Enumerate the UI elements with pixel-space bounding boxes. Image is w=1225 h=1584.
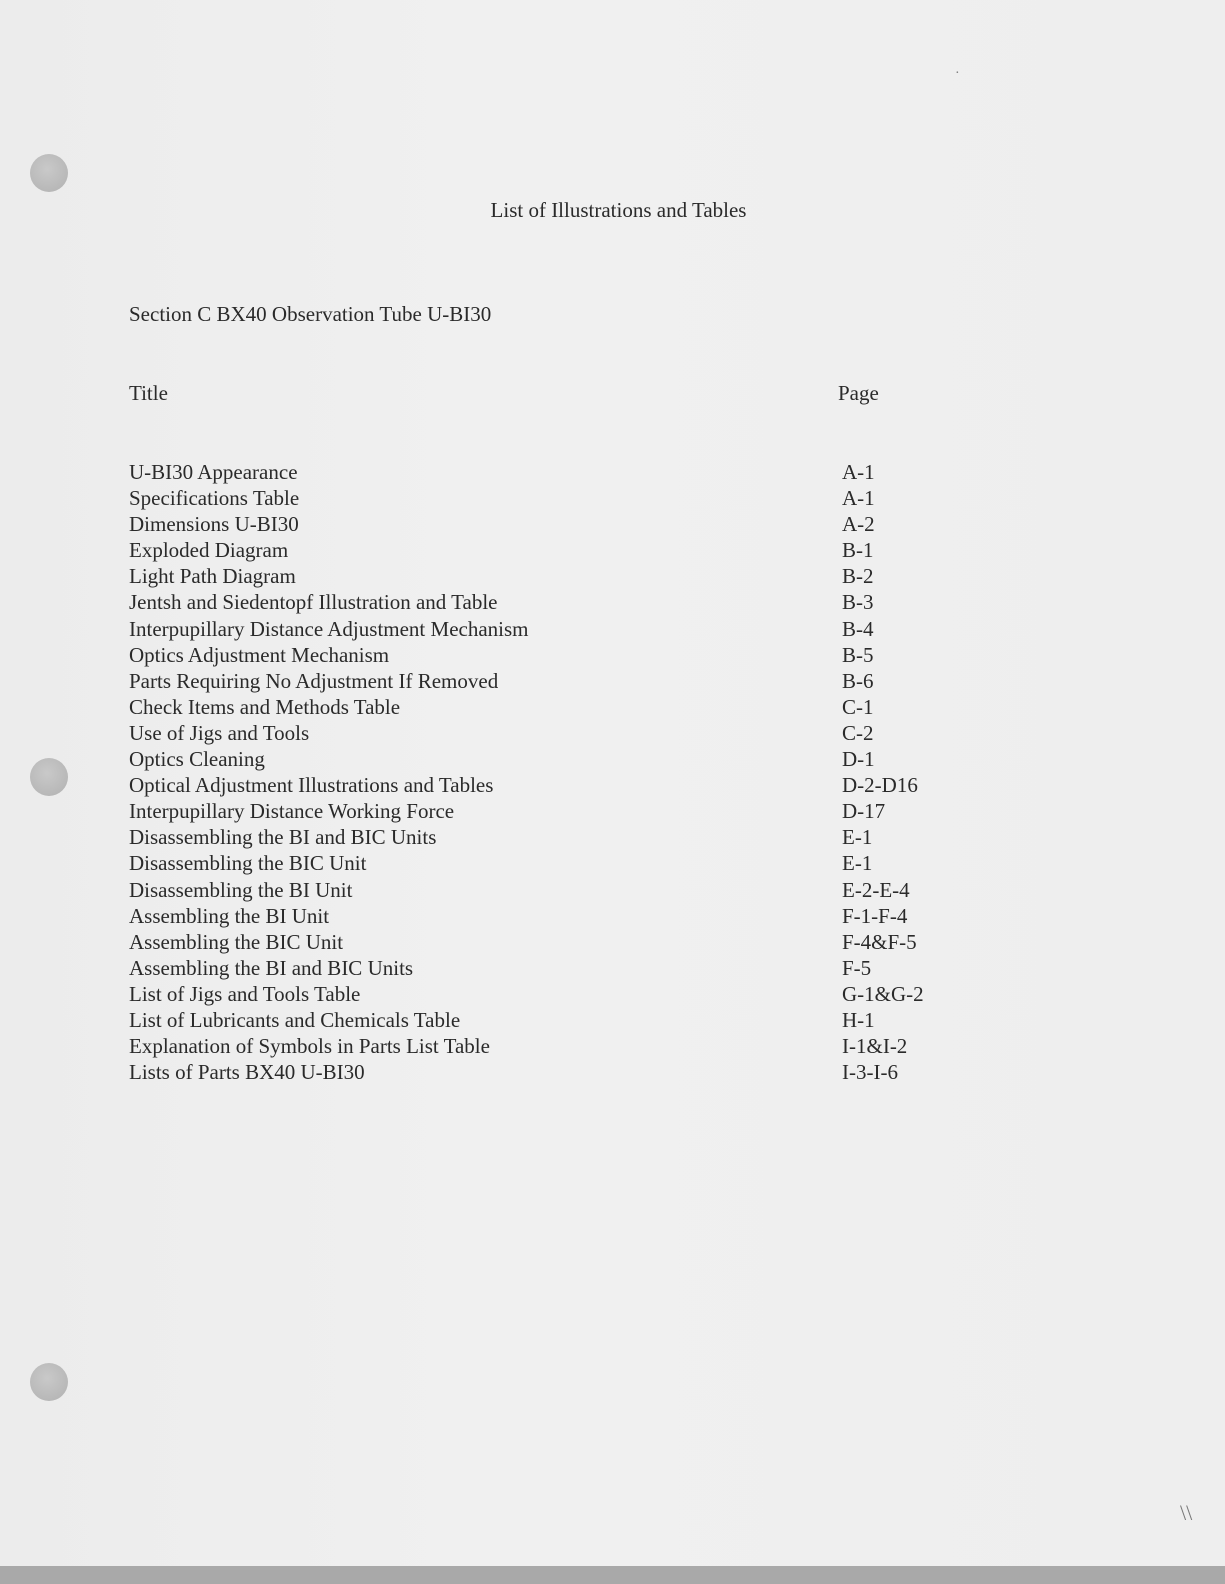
entry-page: B-1 [842, 538, 874, 563]
list-item [129, 694, 1029, 720]
entry-title: Exploded Diagram [129, 538, 289, 563]
list-item [129, 720, 1029, 746]
entry-page: A-2 [842, 512, 875, 537]
entry-title: U-BI30 Appearance [129, 460, 298, 484]
entry-page: C-2 [842, 720, 874, 745]
entry-title: Dimensions U-BI30 [129, 512, 299, 537]
entry-page: B-6 [842, 668, 874, 693]
list-item [129, 642, 1029, 668]
entry-title: Disassembling the BI Unit [129, 877, 353, 902]
entry-page: F-5 [842, 955, 872, 980]
list-item [129, 589, 1029, 615]
list-item [129, 537, 1029, 563]
entry-title: Optics Adjustment Mechanism [129, 642, 390, 667]
entry-page: I-3-I-6 [842, 1060, 898, 1085]
entry-title: Assembling the BI and BIC Units [129, 955, 414, 980]
entry-page: F-4&F-5 [842, 929, 917, 954]
section-heading: Section C BX40 Observation Tube U-BI30 [129, 302, 492, 326]
list-item [129, 668, 1029, 694]
punch-hole [30, 154, 68, 192]
entry-title: Check Items and Methods Table [129, 694, 401, 719]
list-item [129, 850, 1029, 876]
entry-page: B-3 [842, 590, 874, 615]
scan-bottom-edge [0, 1566, 1225, 1584]
list-item [129, 616, 1029, 642]
entry-page: B-5 [842, 642, 874, 667]
list-item [129, 563, 1029, 589]
entry-page: I-1&I-2 [842, 1034, 908, 1059]
entry-title: Parts Requiring No Adjustment If Removed [129, 668, 499, 693]
entry-title: Use of Jigs and Tools [129, 720, 310, 745]
entry-title: Explanation of Symbols in Parts List Table [129, 1034, 490, 1059]
entry-title: List of Lubricants and Chemicals Table [129, 1007, 461, 1032]
column-header-page: Page [838, 381, 879, 405]
list-item [129, 903, 1029, 929]
entry-page: E-2-E-4 [842, 877, 910, 902]
list-item [129, 772, 1029, 798]
list-item [129, 981, 1029, 1007]
entry-page: H-1 [842, 1007, 875, 1032]
punch-hole [30, 758, 68, 796]
entry-page: C-1 [842, 694, 874, 719]
entry-title: Interpupillary Distance Working Force [129, 799, 455, 824]
list-item [129, 1059, 1029, 1085]
list-item [129, 955, 1029, 981]
entry-page: B-4 [842, 616, 874, 641]
column-header-title: Title [129, 381, 168, 405]
entry-title: List of Jigs and Tools Table [129, 981, 361, 1006]
entry-title: Optical Adjustment Illustrations and Tables [129, 773, 494, 798]
entry-title: Lists of Parts BX40 U-BI30 [129, 1060, 365, 1085]
entry-title: Specifications Table [129, 486, 300, 511]
entry-title: Jentsh and Siedentopf Illustration and Table [129, 590, 498, 615]
entry-page: A-1 [842, 460, 875, 484]
entry-title: Assembling the BIC Unit [129, 929, 344, 954]
list-item [129, 798, 1029, 824]
list-item [129, 485, 1029, 511]
list-item [129, 746, 1029, 772]
entry-page: E-1 [842, 851, 873, 876]
entry-page: B-2 [842, 564, 874, 589]
entry-page: A-1 [842, 486, 875, 511]
entry-page: E-1 [842, 825, 873, 850]
entry-title: Interpupillary Distance Adjustment Mechanism [129, 616, 529, 641]
punch-hole [30, 1363, 68, 1401]
entry-title: Disassembling the BIC Unit [129, 851, 367, 876]
entry-title: Light Path Diagram [129, 564, 296, 589]
list-item [129, 459, 1029, 485]
list-item [129, 511, 1029, 537]
entry-title: Optics Cleaning [129, 747, 265, 772]
list-item [129, 877, 1029, 903]
list-item [129, 1033, 1029, 1059]
entry-page: D-1 [842, 747, 875, 772]
entries-list [129, 459, 1029, 1085]
entry-title: Disassembling the BI and BIC Units [129, 825, 437, 850]
entry-page: D-17 [842, 799, 886, 824]
page-title-text: List of Illustrations and Tables [490, 198, 747, 222]
scan-speck: · [955, 66, 960, 81]
entry-page: G-1&G-2 [842, 981, 924, 1006]
list-item [129, 824, 1029, 850]
page-title [0, 198, 1225, 223]
entry-page: F-1-F-4 [842, 903, 908, 928]
entry-title: Assembling the BI Unit [129, 903, 330, 928]
entry-page: D-2-D16 [842, 773, 918, 798]
scan-mark: \\ [1180, 1500, 1193, 1525]
list-item [129, 929, 1029, 955]
list-item [129, 1007, 1029, 1033]
